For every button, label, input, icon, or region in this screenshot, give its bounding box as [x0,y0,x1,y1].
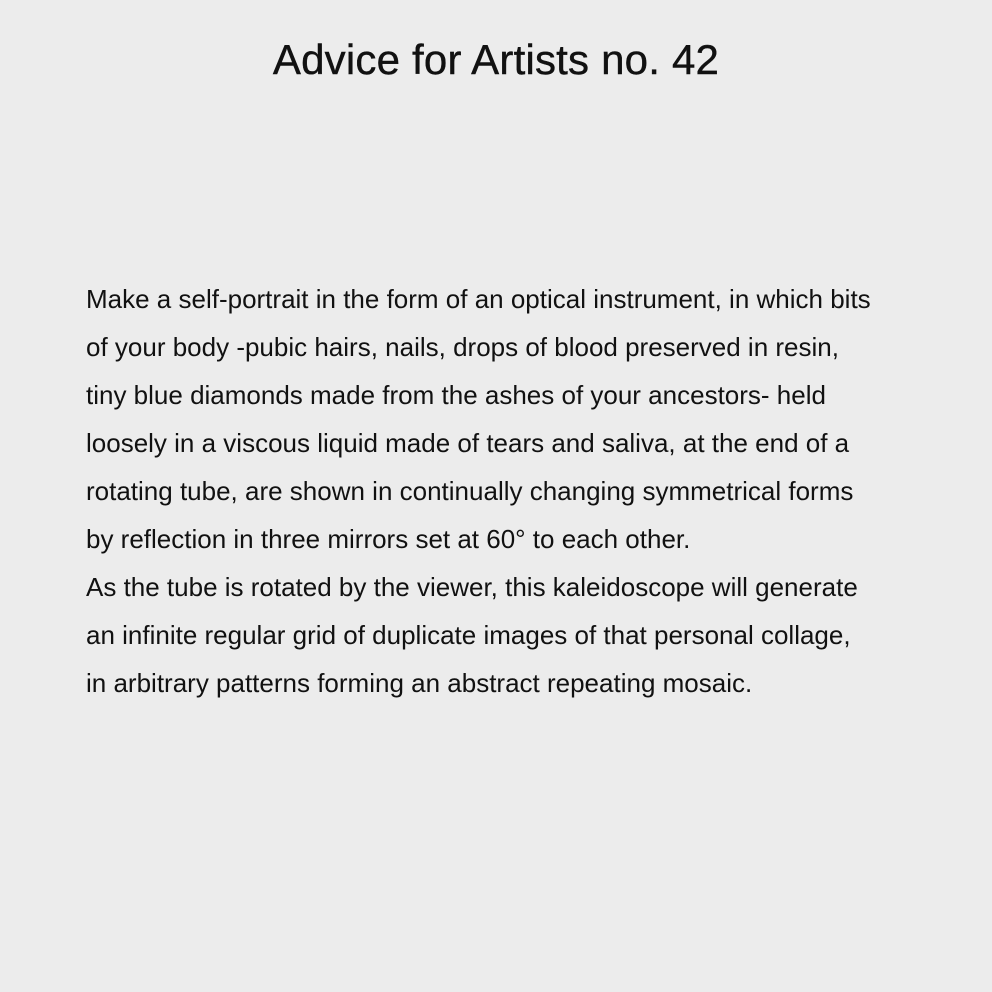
body-paragraph [86,275,946,707]
body-line: in arbitrary patterns forming an abstract repeating mosaic. [86,668,753,698]
body-line: As the tube is rotated by the viewer, this kaleidoscope will generate [86,572,858,602]
body-line: by reflection in three mirrors set at 60° to each other. [86,524,691,554]
page-title: Advice for Artists no. 42 [272,36,720,83]
body-line: rotating tube, are shown in continually changing symmetrical forms [86,476,854,506]
body-line: an infinite regular grid of duplicate images of that personal collage, [86,620,851,650]
body-line: of your body -pubic hairs, nails, drops of blood preserved in resin, [86,332,839,362]
body-line: Make a self-portrait in the form of an optical instrument, in which bits [86,284,871,314]
body-line: tiny blue diamonds made from the ashes of your ancestors- held [86,380,826,410]
body-line: loosely in a viscous liquid made of tears and saliva, at the end of a [86,428,850,458]
